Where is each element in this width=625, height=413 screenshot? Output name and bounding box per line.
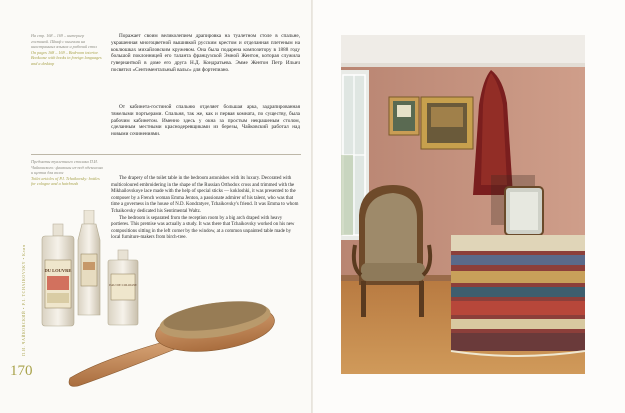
cologne-bottle-tall: [78, 210, 100, 315]
bedroom-interior-photo: [341, 35, 585, 374]
caption-top-en: On pages 168 – 169 – Bedroom interior. Bookcase with books in foreign languages and a desktop: [31, 49, 102, 66]
running-head: П.И. ЧАЙКОВСКИЙ • P.I. TCHAIKOVSKY • Клин: [21, 244, 26, 356]
english-text-2: The bedroom is separated from the reception room by a big arch draped with heavy portieres. This premise was actually a study. It was there that Tchaikovsky worked on his new compositions sitting in the left corner by the window, at a common unpainted table made by local furniture-makers from birch-tree.: [111, 215, 295, 241]
english-text-1: The drapery of the toilet table in the bedroom astonishes with its luxury. Decorated with multicoloured embroidering in the shape of the Russian Orthodox cross and trimmed with the Mikhailovskoye lace made with the help of special sticks — kokloshki, it was presented to the composer by a French woman Emma Jenton, a passionate admirer of his talent, who was that time a governess in the house of N.D. Kondratyev, Tchaikovsky's friend. It was Emma to whom Tchaikovsky dedicated his Sentimental Waltz.: [111, 176, 299, 214]
cologne-bottle-left: [42, 224, 74, 326]
russian-paragraph-2: [111, 104, 300, 138]
toilet-articles-photo: [30, 210, 280, 390]
small-painting: [389, 97, 419, 135]
bottle-label-text-2: EAU DE COLOGNE: [109, 283, 137, 287]
caption-bottom-ru: Предметы туалетного столика П.И. Чайковского: флаконы из-под одеколона и щетка для волос: [31, 159, 103, 176]
caption-top-ru: На стр. 168 – 169 – интерьер гостиной. Шкаф с книгами на иностранных языках и рабочий стол: [31, 33, 97, 50]
section-divider: [31, 154, 301, 155]
bottle-label-text: DU LOUVRE: [44, 268, 72, 273]
russian-paragraph-1: [111, 33, 300, 74]
cologne-bottle-small: [108, 250, 138, 325]
caption-bottom: [31, 159, 103, 187]
ceiling: [341, 35, 585, 63]
russian-text-2: От кабинета-гостиной спальню отделяет большая арка, задрапированная тяжелыми портьерами. Спальня, так же, как и первая комната, по существу, была рабочим кабинетом. Именно здесь у окна за простым некрашеным столом, сделанным местными краснодеревщиками из березы, Чайковский работал над новыми сочинениями.: [111, 104, 300, 138]
mirror: [505, 187, 543, 235]
page-number: 170: [10, 363, 33, 379]
caption-top: [31, 33, 103, 67]
russian-text-1: Поражает своим великолепием драпировка на туалетном столе в спальне, украшенная многоцветной вышивкой русским крестом и отделанная плетеным на коклюшках михайловским кружевом. Она была подарена композитору в 1888 году большой поклонницей его таланта французской Эмной Жентон, которая служила гувернанткой в доме его друга Н.Д. Кондратьева. Эмме Жентон Петр Ильич посвятил «Сентиментальный вальс» для фортепиано.: [111, 33, 300, 73]
gilt-painting: [421, 97, 473, 149]
caption-bottom-en: Toilet articles of P.I. Tchaikovsky: bottles for cologne and a hairbrush: [31, 175, 100, 187]
